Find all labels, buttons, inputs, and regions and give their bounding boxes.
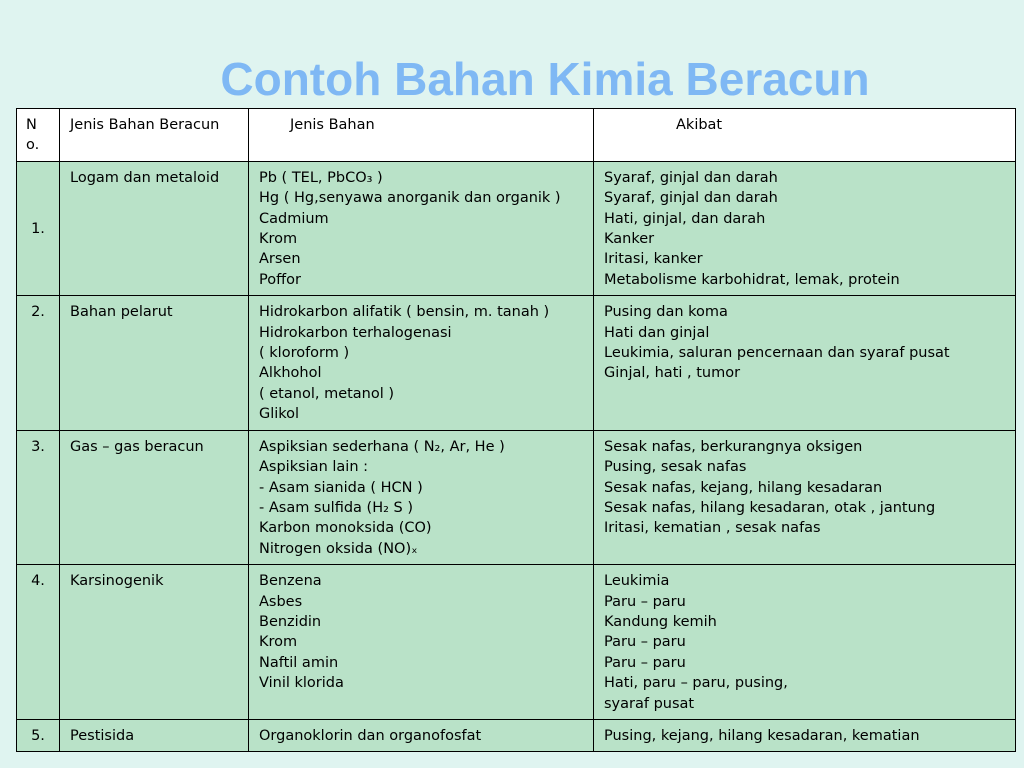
jenis-bahan-line: Alkhohol — [259, 365, 322, 382]
jenis-bahan-beracun-cell: Bahan pelarut — [60, 296, 249, 430]
jenis-bahan-line: Poffor — [259, 271, 301, 288]
jenis-bahan-line: Karbon monoksida (CO) — [259, 520, 432, 537]
akibat-line: Pusing, kejang, hilang kesadaran, kematian — [604, 727, 920, 744]
akibat-cell — [594, 430, 1016, 564]
akibat-line: Iritasi, kanker — [604, 251, 703, 268]
akibat-line: Syaraf, ginjal dan darah — [604, 169, 778, 186]
akibat-line: Pusing, sesak nafas — [604, 459, 747, 476]
jenis-bahan-beracun-cell: Logam dan metaloid — [60, 161, 249, 295]
table-row — [17, 161, 1016, 295]
akibat-line: Leukimia, saluran pencernaan dan syaraf pusat — [604, 345, 950, 362]
header-jenis-bahan-beracun: Jenis Bahan Beracun — [60, 109, 249, 162]
akibat-line: Syaraf, ginjal dan darah — [604, 190, 778, 207]
row-number-cell: 5. — [17, 719, 60, 751]
table-row — [17, 719, 1016, 751]
row-number-cell: 4. — [17, 565, 60, 720]
jenis-bahan-line: Aspiksian sederhana ( N₂, Ar, He ) — [259, 438, 505, 455]
jenis-bahan-line: - Asam sulfida (H₂ S ) — [259, 499, 413, 516]
jenis-bahan-line: Nitrogen oksida (NO)ₓ — [259, 540, 418, 557]
table-row — [17, 430, 1016, 564]
jenis-bahan-cell — [249, 161, 594, 295]
akibat-line: Paru – paru — [604, 654, 686, 671]
table-row — [17, 296, 1016, 430]
akibat-line: Paru – paru — [604, 593, 686, 610]
jenis-bahan-line: Glikol — [259, 406, 300, 423]
jenis-bahan-line: Krom — [259, 231, 298, 248]
jenis-bahan-cell — [249, 565, 594, 720]
jenis-bahan-beracun-cell: Karsinogenik — [60, 565, 249, 720]
akibat-cell — [594, 565, 1016, 720]
jenis-bahan-line: Cadmium — [259, 210, 329, 227]
akibat-line: Ginjal, hati , tumor — [604, 365, 741, 382]
jenis-bahan-line: Hg ( Hg,senyawa anorganik dan organik ) — [259, 190, 561, 207]
akibat-line: Hati, paru – paru, pusing, — [604, 675, 788, 692]
jenis-bahan-line: Benzidin — [259, 613, 322, 630]
akibat-line: Hati dan ginjal — [604, 324, 710, 341]
jenis-bahan-line: Krom — [259, 634, 298, 651]
header-jenis-bahan: Jenis Bahan — [249, 109, 594, 162]
akibat-cell — [594, 296, 1016, 430]
jenis-bahan-line: Vinil klorida — [259, 675, 344, 692]
row-number-cell: 1. — [17, 161, 60, 295]
jenis-bahan-beracun-cell: Pestisida — [60, 719, 249, 751]
jenis-bahan-line: Asbes — [259, 593, 303, 610]
jenis-bahan-line: - Asam sianida ( HCN ) — [259, 479, 423, 496]
jenis-bahan-line: Aspiksian lain : — [259, 459, 368, 476]
akibat-line: Iritasi, kematian , sesak nafas — [604, 520, 821, 537]
akibat-line: Paru – paru — [604, 634, 686, 651]
akibat-line: Pusing dan koma — [604, 304, 728, 321]
toxic-chemicals-table — [16, 108, 1016, 752]
jenis-bahan-line: Hidrokarbon terhalogenasi — [259, 324, 452, 341]
jenis-bahan-cell — [249, 296, 594, 430]
jenis-bahan-line: Benzena — [259, 573, 322, 590]
jenis-bahan-line: ( kloroform ) — [259, 345, 350, 362]
jenis-bahan-cell — [249, 719, 594, 751]
akibat-line: Sesak nafas, kejang, hilang kesadaran — [604, 479, 883, 496]
header-akibat: Akibat — [594, 109, 1016, 162]
jenis-bahan-line: Hidrokarbon alifatik ( bensin, m. tanah ) — [259, 304, 550, 321]
row-number-cell: 3. — [17, 430, 60, 564]
jenis-bahan-cell — [249, 430, 594, 564]
table-header-row — [17, 109, 1016, 162]
akibat-line: Hati, ginjal, dan darah — [604, 210, 766, 227]
table-body — [17, 161, 1016, 752]
akibat-line: Kandung kemih — [604, 613, 717, 630]
jenis-bahan-line: Organoklorin dan organofosfat — [259, 727, 482, 744]
row-number-cell: 2. — [17, 296, 60, 430]
akibat-line: syaraf pusat — [604, 695, 695, 712]
jenis-bahan-line: Arsen — [259, 251, 301, 268]
page-title: Contoh Bahan Kimia Beracun — [220, 53, 870, 105]
akibat-cell — [594, 719, 1016, 751]
jenis-bahan-line: Pb ( TEL, PbCO₃ ) — [259, 169, 383, 186]
akibat-line: Leukimia — [604, 573, 670, 590]
table-row — [17, 565, 1016, 720]
akibat-line: Sesak nafas, berkurangnya oksigen — [604, 438, 863, 455]
akibat-line: Kanker — [604, 231, 655, 248]
header-no-label: No. — [26, 117, 40, 154]
header-no — [17, 109, 60, 162]
jenis-bahan-beracun-cell: Gas – gas beracun — [60, 430, 249, 564]
akibat-cell — [594, 161, 1016, 295]
akibat-line: Sesak nafas, hilang kesadaran, otak , jantung — [604, 499, 936, 516]
jenis-bahan-line: Naftil amin — [259, 654, 339, 671]
jenis-bahan-line: ( etanol, metanol ) — [259, 385, 395, 402]
akibat-line: Metabolisme karbohidrat, lemak, protein — [604, 271, 900, 288]
